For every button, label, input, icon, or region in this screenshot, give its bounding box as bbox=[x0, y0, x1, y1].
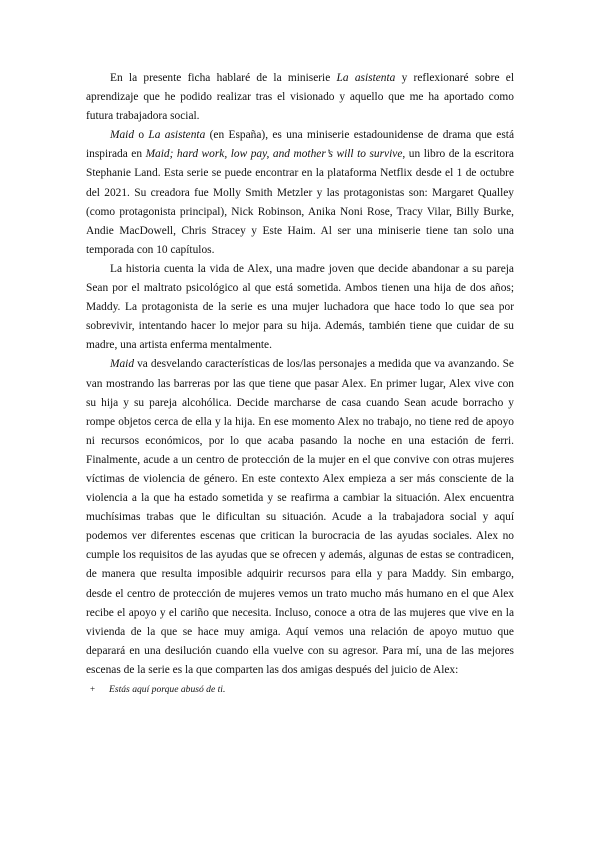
document-page bbox=[86, 69, 514, 699]
series-title: Maid bbox=[110, 129, 135, 142]
bullet-marker: + bbox=[90, 684, 96, 694]
text-span: y reflexionaré sobre el aprendizaje que he podido realizar tras el visionado y aquello que me ha aportado como futura trabajadora social. bbox=[86, 72, 514, 123]
text-span: va desvelando características de los/las personajes a medida que va avanzando. Se van mostrando las barreras por las que tiene que pasar Alex. En primer lugar, Alex vive con su hija y su pareja alcohólica. Decide marcharse de casa cuando Sean acude borracho y rompe objetos cerca de ella y la hija. En ese momento Alex no trabajo, no tiene red de apoyo ni recursos económicos, por lo que acaba pasando la noche en una estación de ferri. Finalmente, acude a un centro de protección de la mujer en el que convive con otras mujeres víctimas de violencia de género. En este contexto Alex empieza a ser más consciente de la violencia a la que ha estado sometida y se reafirma a cambiar la situación. Alex encuentra muchísimas trabas que le dificultan su situación. Acude a la trabajadora social y aquí podemos ver diferentes escenas que critican la burocracia de las ayudas sociales. Alex no cumple los requisitos de las ayudas que se ofrecen y además, algunas de estas se contradicen, de manera que resulta imposible adquirir recursos para ella y para Maddy. Sin embargo, desde el centro de protección de mujeres vemos un trato mucho más humano en el que Alex recibe el apoyo y el cariño que necesita. Incluso, conoce a otra de las mujeres que vive en la vivienda de la que se hace muy amiga. Aquí vemos una relación de apoyo mutuo que deparará en una desilución cuando ella vuelve con su agresor. Para mí, una de las mejores escenas de la serie es la que comparten las dos amigas después del juicio de Alex: bbox=[86, 358, 514, 676]
text-span: (en España), es una miniserie estadounidense de drama que está inspirada en bbox=[86, 129, 514, 161]
paragraph-story: La historia cuenta la vida de Alex, una madre joven que decide abandonar a su pareja Sean por el maltrato psicológico al que está sometida. Ambos tienen una hija de dos años; Maddy. La protagonista de la serie es una mujer luchadora que hace todo lo que sea por sobrevivir, intentando hacer lo mejor para su hija. Además, también tiene que cuidar de su madre, una artista enferma mentalmente. bbox=[86, 262, 514, 352]
quote-list bbox=[86, 680, 514, 699]
paragraph-analysis bbox=[86, 355, 514, 680]
list-item bbox=[86, 680, 514, 699]
text-span: o bbox=[134, 129, 149, 142]
series-title: La asistenta bbox=[336, 72, 396, 84]
paragraph-intro bbox=[86, 69, 514, 126]
text-span: , un libro de la escritora Stephanie Land. Esta serie se puede encontrar en la plataforma Netflix desde el 1 de octubre del 2021. Su creadora fue Molly Smith Metzler y las protagonistas son: Margaret Qualley (como protagonista principal), Nick Robinson, Anika Noni Rose, Tracy Vilar, Billy Burke, Andie MacDowell, Chris Stracey y Este Haim. Al ser una miniserie tiene tan solo una temporada con 10 capítulos. bbox=[86, 148, 514, 256]
series-title: La asistenta bbox=[148, 129, 206, 142]
series-title: Maid bbox=[110, 358, 135, 371]
paragraph-series-info bbox=[86, 126, 514, 260]
book-title: Maid; hard work, low pay, and mother’s will to survive bbox=[145, 148, 403, 161]
quote-text: Estás aquí porque abusó de ti. bbox=[109, 684, 226, 695]
text-span: En la presente ficha hablaré de la miniserie bbox=[110, 72, 337, 84]
